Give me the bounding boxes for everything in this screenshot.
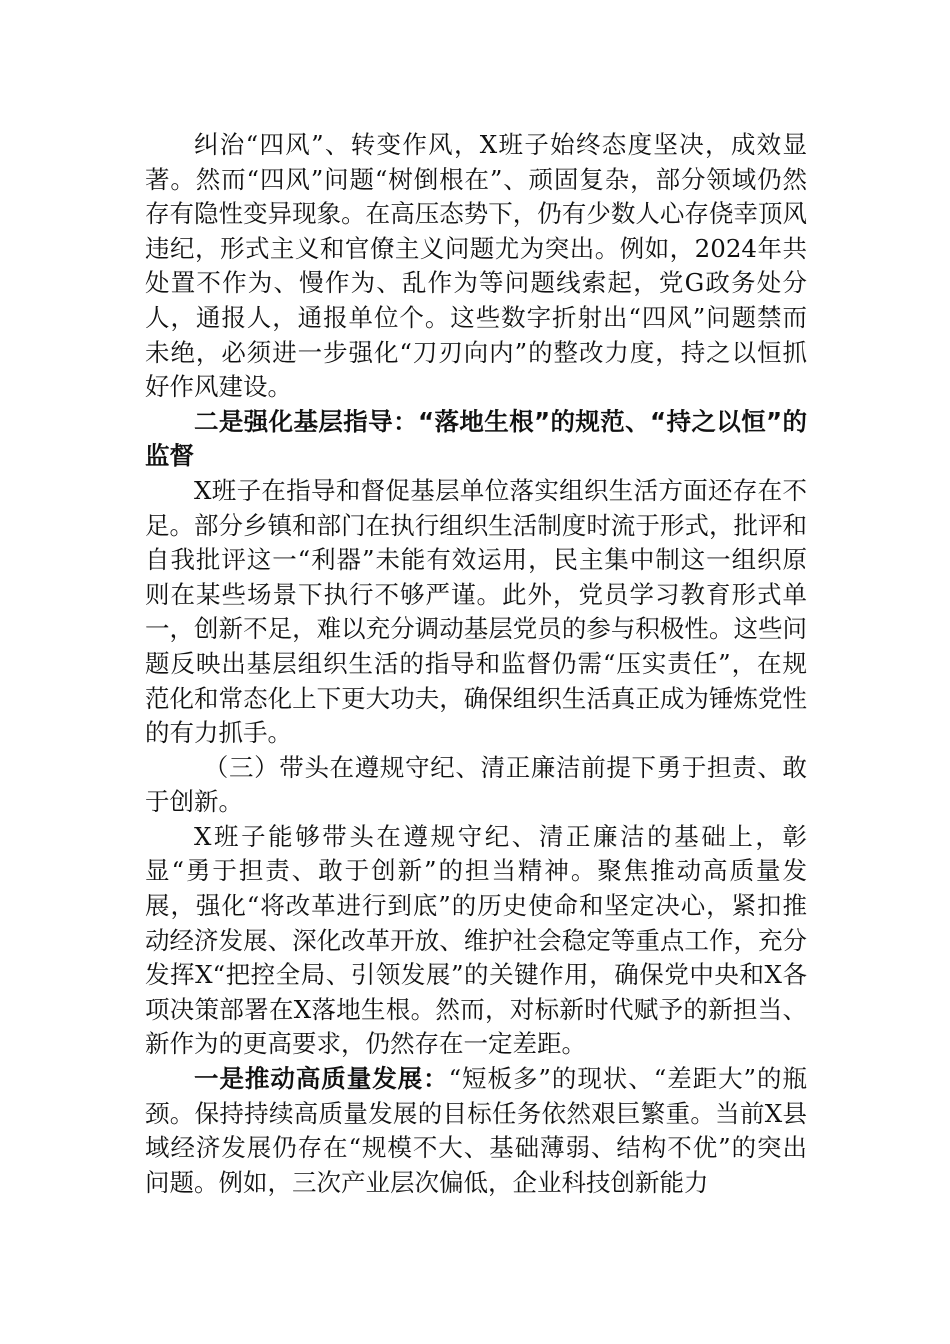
section-heading-three: （三）带头在遵规守纪、清正廉洁前提下勇于担责、敢于创新。 (145, 752, 807, 817)
document-body (145, 128, 807, 1200)
paragraph-body-text: “短板多”的现状、“差距大”的瓶颈。保持持续高质量发展的目标任务依然艰巨繁重。当前X县域经济发展仍存在“规模不大、基础薄弱、结构不优”的突出问题。例如，三次产业层次偏低，企业科技创新能力 (145, 1064, 807, 1197)
paragraph-lead-text: 一是推动高质量发展： (194, 1064, 449, 1094)
paragraph-grassroots: X班子在指导和督促基层单位落实组织生活方面还存在不足。部分乡镇和部门在执行组织生活制度时流于形式，批评和自我批评这一“利器”未能有效运用，民主集中制这一组织原则在某些场景下执行不够严谨。此外，党员学习教育形式单一，创新不足，难以充分调动基层党员的参与积极性。这些问题反映出基层组织生活的指导和监督仍需“压实责任”，在规范化和常态化上下更大功夫，确保组织生活真正成为锤炼党性的有力抓手。 (145, 475, 807, 748)
paragraph-responsibility: X班子能够带头在遵规守纪、清正廉洁的基础上，彰显“勇于担责、敢于创新”的担当精神。聚焦推动高质量发展，强化“将改革进行到底”的历史使命和坚定决心，紧扣推动经济发展、深化改革开放、维护社会稳定等重点工作，充分发挥X“把控全局、引领发展”的关键作用，确保党中央和X各项决策部署在X落地生根。然而，对标新时代赋予的新担当、新作为的更高要求，仍然存在一定差距。 (145, 821, 807, 1059)
paragraph-high-quality-development (145, 1062, 807, 1200)
heading-grassroots-guidance: 二是强化基层指导：“落地生根”的规范、“持之以恒”的监督 (145, 406, 807, 471)
paragraph-four-winds: 纠治“四风”、转变作风，X班子始终态度坚决，成效显著。然而“四风”问题“树倒根在”、顽固复杂，部分领域仍然存有隐性变异现象。在高压态势下，仍有少数人心存侥幸顶风违纪，形式主义和官僚主义问题尤为突出。例如，2024年共处置不作为、慢作为、乱作为等问题线索起，党G政务处分人，通报人，通报单位个。这些数字折射出“四风”问题禁而未绝，必须进一步强化“刀刃向内”的整改力度，持之以恒抓好作风建设。 (145, 130, 807, 402)
